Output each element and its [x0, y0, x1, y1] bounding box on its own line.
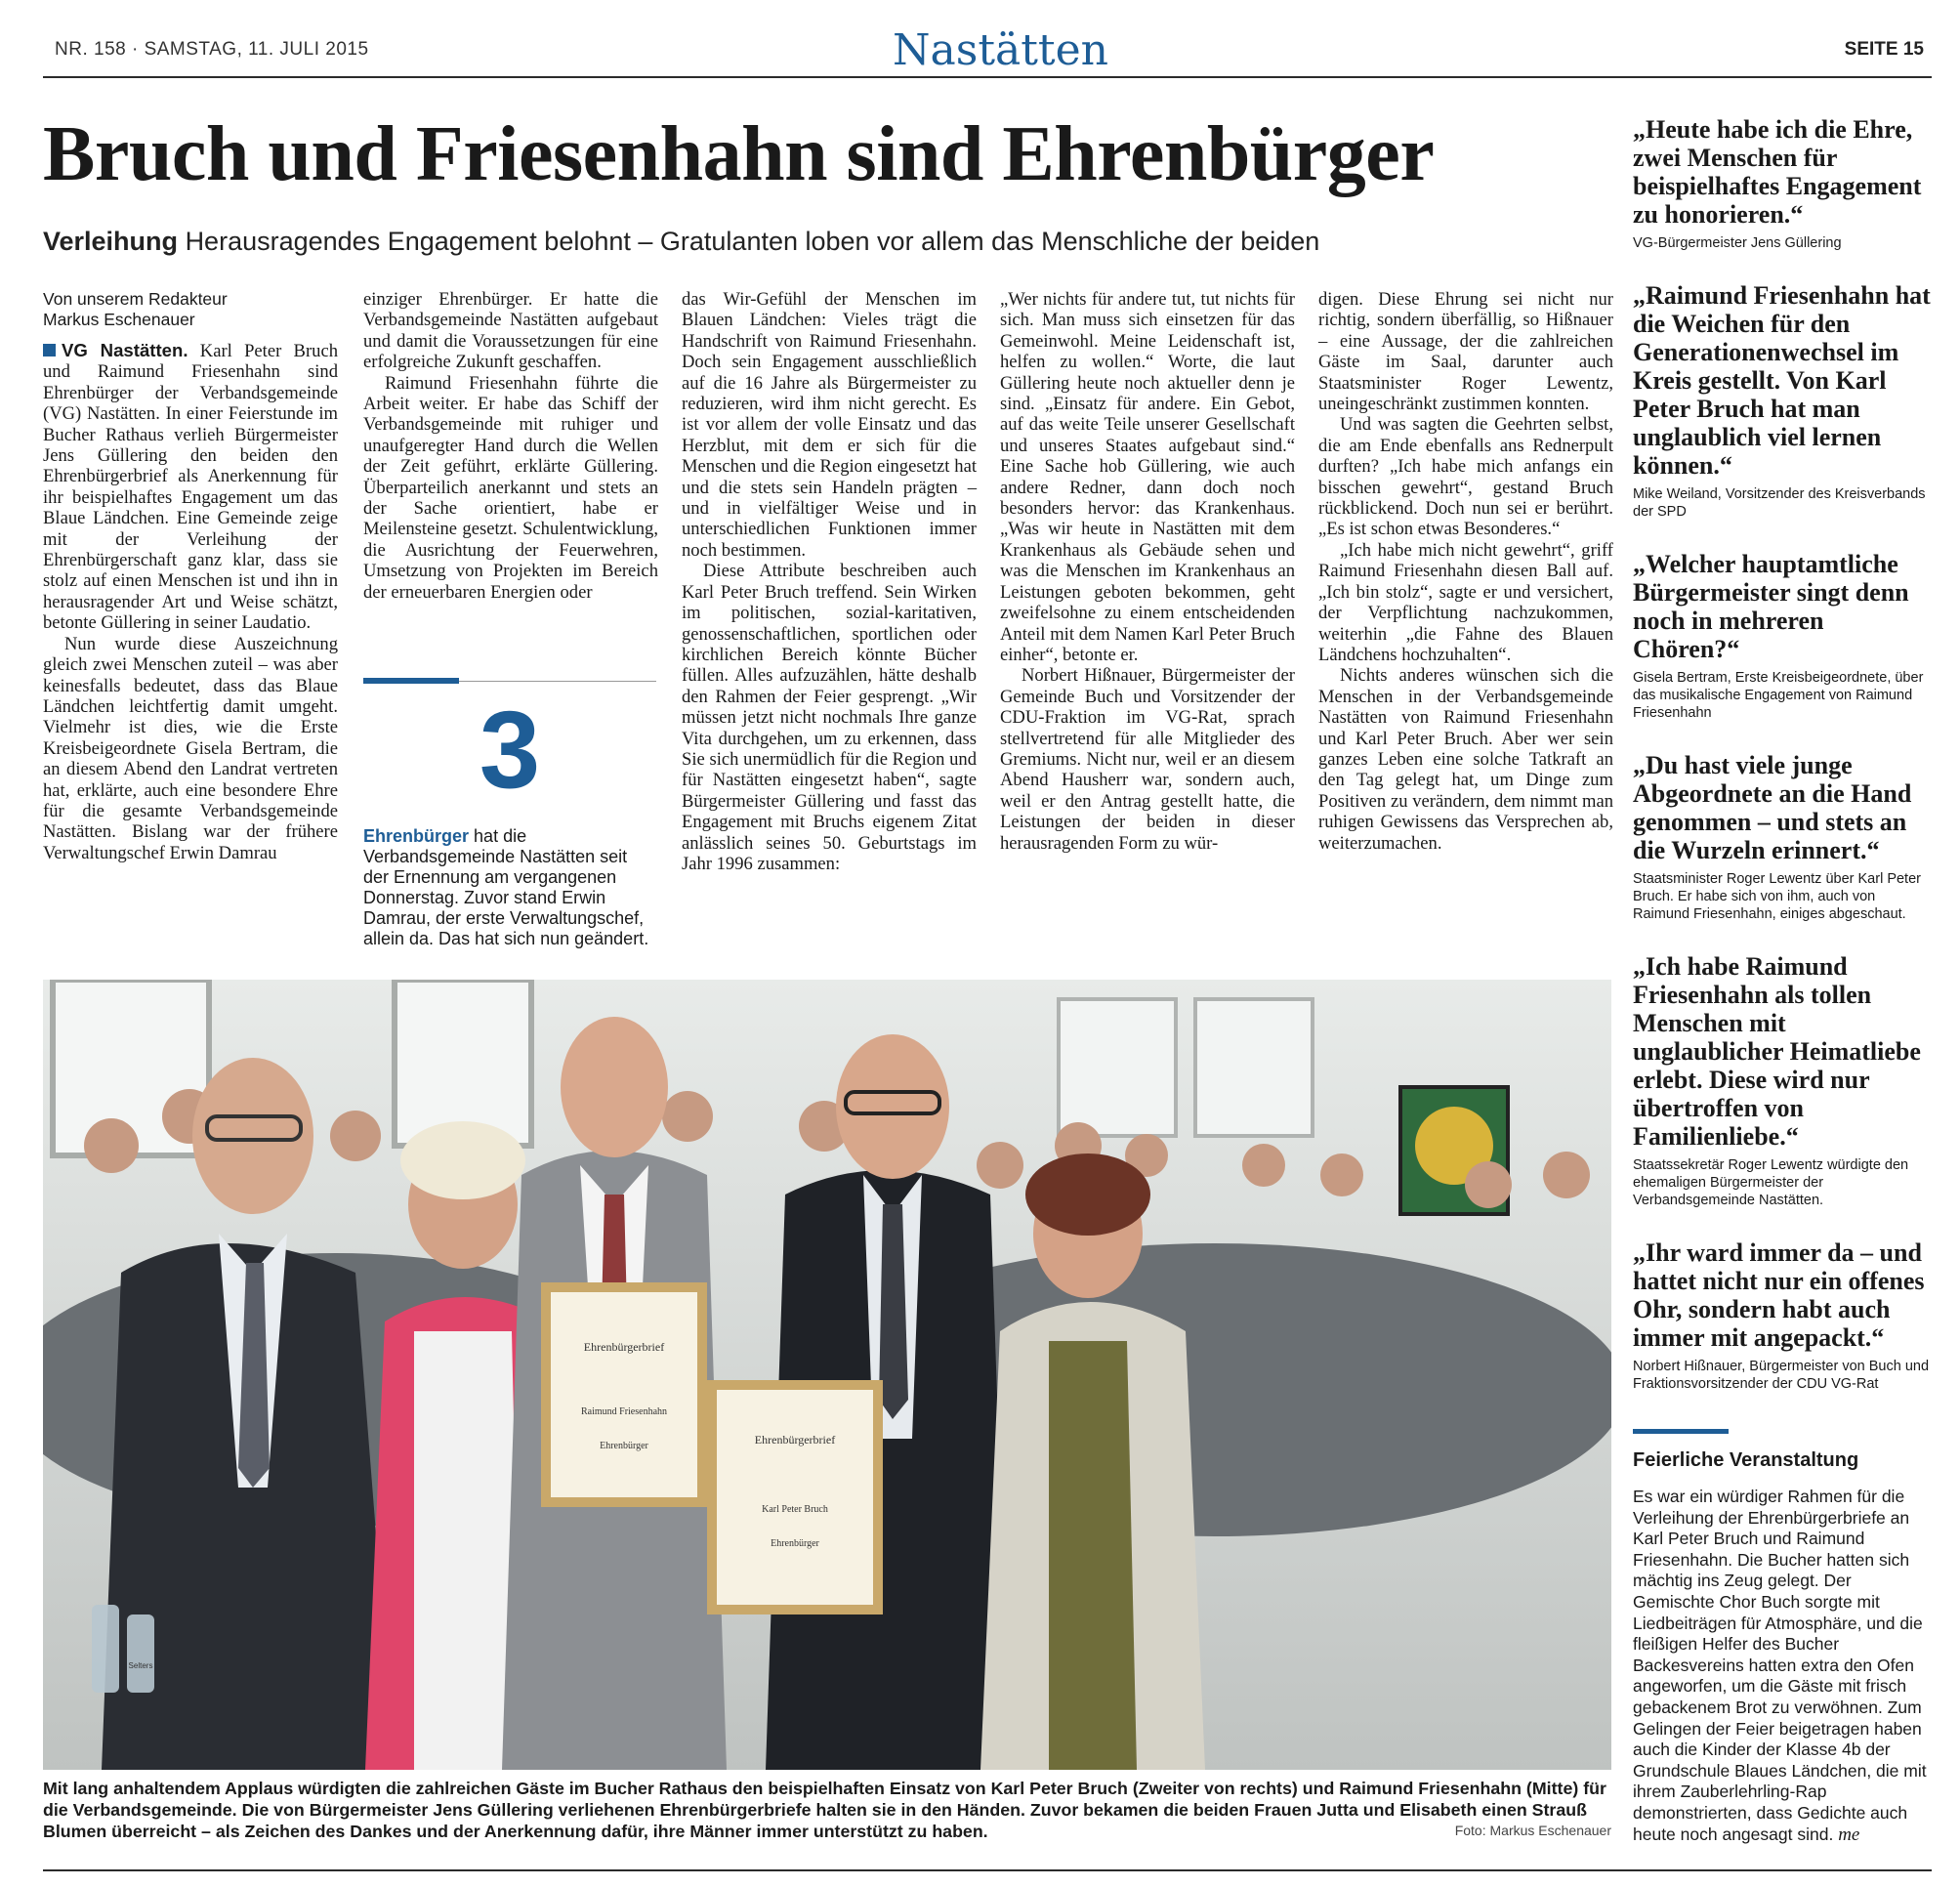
certificate-footer-right: Ehrenbürger — [771, 1538, 819, 1549]
quote-text: „Raimund Friesenhahn hat die Weichen für den Generationenwechsel im Kreis gestellt. Von Karl Peter Bruch hat man unglaublich viel lernen können.“ — [1633, 281, 1931, 480]
article-paragraph: Norbert Hißnauer, Bürgermeister der Gemeinde Buch und Vorsitzender der CDU-Fraktion im VG-Rat, sprach stellvertretend für alle Mitglieder des Gremiums. Nicht nur, weil er an diesem Abend Hausherr war, sondern auch, weil er den Antrag gestellt hatte, die Leistungen der beiden in dieser herausragenden Form zu wür- — [1000, 665, 1295, 854]
quote-source: Mike Weiland, Vorsitzender des Kreisverbands der SPD — [1633, 486, 1926, 520]
byline-author: Markus Eschenauer — [43, 310, 195, 329]
article-paragraph: einziger Ehrenbürger. Er hatte die Verbandsgemeinde Nastätten aufgebaut und damit die Voraussetzungen für eine erfolgreiche Zukunft geschaffen. — [363, 289, 658, 373]
quote-text: „Welcher hauptamtliche Bürgermeister singt denn noch in mehreren Chören?“ — [1633, 550, 1909, 663]
quote-item — [1633, 281, 1934, 521]
quote-item — [1633, 550, 1934, 722]
subline — [43, 227, 1625, 257]
quote-text: „Ich habe Raimund Friesenhahn als tollen Menschen mit unglaublicher Heimatliebe erlebt. Diese wird nur übertroffen von Familienliebe.“ — [1633, 952, 1921, 1151]
certificate-title-right: Ehrenbürgerbrief — [754, 1433, 836, 1447]
fact-number: 3 — [479, 689, 541, 811]
byline-role: Von unserem Redakteur — [43, 289, 228, 309]
author-sign: me — [1838, 1824, 1860, 1845]
article-paragraph: „Ich habe mich nicht gewehrt“, griff Raimund Friesenhahn diesen Ball auf. „Ich bin stolz“, sagte er und versichert, der Verpflichtung nachzukommen, weiterhin „die Fahne des Blauen Ländchens hochzuhalten“. — [1318, 539, 1613, 665]
issue-info: NR. 158 · SAMSTAG, 11. JULI 2015 — [55, 39, 369, 60]
quote-item — [1633, 751, 1934, 923]
article-paragraph: Nichts anderes wünschen sich die Menschen in der Verbandsgemeinde Nastätten von Raimund Friesenhahn und Karl Peter Bruch. Aber wer sein ganzes Leben eine solche Tatkraft an den Tag gelegt hat, um Dinge zum Positiven zu verändern, dem nimmt man ruhigen Gewissens das Versprechen ab, weiterzumachen. — [1318, 665, 1613, 854]
article-column-3 — [682, 289, 977, 874]
dateline: VG Nastätten. — [62, 340, 188, 360]
fact-text — [363, 826, 656, 949]
quote-text: „Ihr ward immer da – und hattet nicht nur ein offenes Ohr, sondern habt auch immer mit angepackt.“ — [1633, 1238, 1925, 1352]
article-paragraph: Raimund Friesenhahn führte die Arbeit weiter. Er habe das Schiff der Verbandsgemeinde mit ruhiger und unaufgeregter Hand durch die Wellen der Zeit geführt, erklärte Güllering. Überparteilich anerkannt und stets an der Sache orientiert, habe er Meilensteine gesetzt. Schulentwicklung, die Ausrichtung der Feuerwehren, Umsetzung von Projekten im Bereich der erneuerbaren Energien oder — [363, 372, 658, 603]
article-photo — [43, 980, 1611, 1770]
ceremony-photo — [43, 980, 1611, 1770]
aside-text: Es war ein würdiger Rahmen für die Verleihung der Ehrenbürgerbriefe an Karl Peter Bruch und Raimund Friesenhahn. Die Bucher hatten sich mächtig ins Zeug gelegt. Der Gemischte Chor Buch sorgte mit Liedbeiträgen für Atmosphäre, und die fleißigen Helfer des Bucher Backesvereins hatten extra den Ofen angeworfen, um die Gäste mit frisch gebackenem Brot zu verwöhnen. Zum Gelingen der Feier beigetragen haben auch die Kinder der Klasse 4b der Grundschule Blaues Ländchen, die mit ihrem Zauberlehrling-Rap demonstrierten, dass Gedichte auch heute noch angesagt sind. — [1633, 1487, 1927, 1844]
quote-source: VG-Bürgermeister Jens Güllering — [1633, 235, 1842, 251]
subline-text: Herausragendes Engagement belohnt – Gratulanten loben vor allem das Menschliche der beiden — [185, 227, 1320, 256]
quote-source: Staatsminister Roger Lewentz über Karl Peter Bruch. Er habe sich von ihm, auch von Raimund Friesenhahn, einiges abgeschaut. — [1633, 871, 1921, 922]
article-paragraph: Diese Attribute beschreiben auch Karl Peter Bruch treffend. Sein Wirken im politischen, sozial-karitativen, genossenschaftlichen, sportlichen oder kirchlichen Bereich könnte Bücher füllen. Alles aufzuzählen, hätte deshalb den Rahmen der Feier gesprengt. „Wir müssen jetzt nicht nochmals Ihre ganze Vita durchgehen, um zu erkennen, dass Sie sich unermüdlich für die Region und für Nastätten eingesetzt haben“, sagte Bürgermeister Güllering und fasst das Engagement mit Bruchs eigenem Zitat anlässlich seines 50. Geburtstags im Jahr 1996 zusammen: — [682, 561, 977, 874]
quote-item — [1633, 952, 1934, 1209]
quote-text: „Du hast viele junge Abgeordnete an die Hand genommen – und stets an die Wurzeln erinnert.“ — [1633, 751, 1912, 864]
factbox-accent — [363, 678, 459, 684]
subline-kicker: Verleihung — [43, 227, 179, 256]
location-marker-icon — [43, 344, 56, 356]
article-column-4 — [1000, 289, 1295, 854]
certificate-footer-left: Ehrenbürger — [600, 1441, 648, 1451]
fact-highlight: Ehrenbürger — [363, 826, 470, 846]
bottle-label: Selters — [128, 1661, 153, 1670]
masthead — [43, 21, 1932, 78]
article-column-5 — [1318, 289, 1613, 854]
certificate-name-left: Raimund Friesenhahn — [580, 1406, 668, 1417]
quote-source: Staatssekretär Roger Lewentz würdigte den ehemaligen Bürgermeister der Verbandsgemeinde Nastätten. — [1633, 1157, 1909, 1208]
certificate-name-right: Karl Peter Bruch — [762, 1504, 828, 1515]
article-paragraph: das Wir-Gefühl der Menschen im Blauen Ländchen: Vieles trägt die Handschrift von Raimund Friesenhahn. Doch sein Engagement ausschließlich auf die 16 Jahre als Bürgermeister zu reduzieren, wird ihm nicht gerecht. Es ist vor allem der volle Einsatz und das Herzblut, mit dem er sich für die Menschen und die Region eingesetzt hat und die stets sein Handeln prägten – und in vielfältiger Weise und in unterschiedlichen Funktionen immer noch bestimmen. — [682, 289, 977, 561]
aside-title: Feierliche Veranstaltung — [1633, 1449, 1859, 1471]
article-paragraph: Und was sagten die Geehrten selbst, die am Ende ebenfalls ans Rednerpult durften? „Ich habe mich anfangs ein bisschen gewehrt“, gestand Bruch rückblickend. Doch nun sei er berührt. „Es ist schon etwas Besonderes.“ — [1318, 414, 1613, 540]
quote-source: Norbert Hißnauer, Bürgermeister von Buch und Fraktionsvorsitzender der CDU VG-Rat — [1633, 1359, 1930, 1392]
article-column-2 — [363, 289, 658, 603]
aside-body — [1633, 1487, 1934, 1845]
article-paragraph: digen. Diese Ehrung sei nicht nur richtig, sondern überfällig, so Hißnauer – eine Aussage, der die zahlreichen Gäste im Saal, darunter auch Staatsminister Roger Lewentz, uneingeschränkt zustimmen konnten. — [1318, 289, 1613, 415]
quote-item — [1633, 1238, 1934, 1393]
page-number: SEITE 15 — [1844, 39, 1924, 60]
certificate-title-left: Ehrenbürgerbrief — [583, 1340, 665, 1354]
article-paragraph: Nun wurde diese Auszeichnung gleich zwei Menschen zuteil – was aber keinesfalls bedeutet, dass das Blaue Ländchen leichtfertig damit umgeht. Vielmehr ist dies, wie die Erste Kreisbeigeordnete Gisela Bertram, die an diesem Abend den Landrat vertreten hat, erklärte, auch eine besondere Ehre für die gesamte Verbandsgemeinde Nastätten. Bislang war der frühere Verwaltungschef Erwin Damrau — [43, 633, 338, 863]
aside-accent — [1633, 1429, 1729, 1434]
photo-caption: Mit lang anhaltendem Applaus würdigten die zahlreichen Gäste im Bucher Rathaus den beispielhaften Einsatz von Karl Peter Bruch (Zweiter von rechts) und Raimund Friesenhahn (Mitte) für die Verbandsgemeinde. Die von Bürgermeister Jens Güllering verliehenen Ehrenbürgerbriefe halten sie in den Händen. Zuvor bekamen die beiden Frauen Jutta und Elisabeth einen Strauß Blumen überreicht – als Zeichen des Dankes und der Anerkennung dafür, ihre Männer immer unterstützt zu haben. — [43, 1779, 1606, 1841]
quote-source: Gisela Bertram, Erste Kreisbeigeordnete, über das musikalische Engagement von Raimund Friesenhahn — [1633, 670, 1924, 721]
article-column-1 — [43, 289, 338, 863]
bottom-rule — [43, 1869, 1932, 1871]
photo-credit: Foto: Markus Eschenauer — [1454, 1823, 1611, 1838]
section-title: Nastätten — [893, 25, 1108, 75]
quote-item — [1633, 115, 1934, 252]
author-byline — [43, 289, 338, 330]
quotes-sidebar — [1633, 115, 1934, 1422]
quote-text: „Heute habe ich die Ehre, zwei Menschen für beispielhaftes Engagement zu honorieren.“ — [1633, 115, 1922, 229]
article-paragraph: VG Nastätten. Karl Peter Bruch und Raimund Friesenhahn sind Ehrenbürger der Verbandsgemeinde (VG) Nastätten. In einer Feierstunde im Bucher Rathaus verlieh Bürgermeister Jens Güllering den beiden den Ehrenbürgerbrief als Anerkennung für ihr beispielhaftes Engagement um das Blaue Ländchen. Eine Gemeinde zeige mit der Verleihung der Ehrenbürgerschaft ganz klar, dass sie stolz auf einen Menschen ist und ihn in herausragender Art und Weise schätzt, betonte Güllering in seiner Laudatio. — [43, 340, 338, 634]
article-paragraph: „Wer nichts für andere tut, tut nichts für sich. Man muss sich einsetzen für das Gemeinwohl. Meine Leidenschaft ist, helfen zu wollen.“ Worte, die laut Güllering heute noch aktueller denn je sind. „Einsatz für andere. Ein Gebot, auf das weite Teile unserer Gesellschaft und unseres Staates aufgebaut sind.“ Eine Sache hob Güllering, wie auch andere Redner, dann doch noch besonders hervor: das Krankenhaus. „Was wir heute in Nastätten mit dem Krankenhaus als Gebäude sehen und was die Menschen im Krankenhaus an Leistungen geboten bekommen, geht zweifelsohne zu einem entscheidenden Anteil mit dem Namen Karl Peter Bruch einher“, betonte er. — [1000, 289, 1295, 665]
headline: Bruch und Friesenhahn sind Ehrenbürger — [43, 111, 1435, 197]
fact-body: hat die Verbandsgemeinde Nastätten seit der Ernennung am vergangenen Donnerstag. Zuvor stand Erwin Damrau, der erste Verwaltungschef, allein da. Das hat sich nun geändert. — [363, 826, 649, 948]
